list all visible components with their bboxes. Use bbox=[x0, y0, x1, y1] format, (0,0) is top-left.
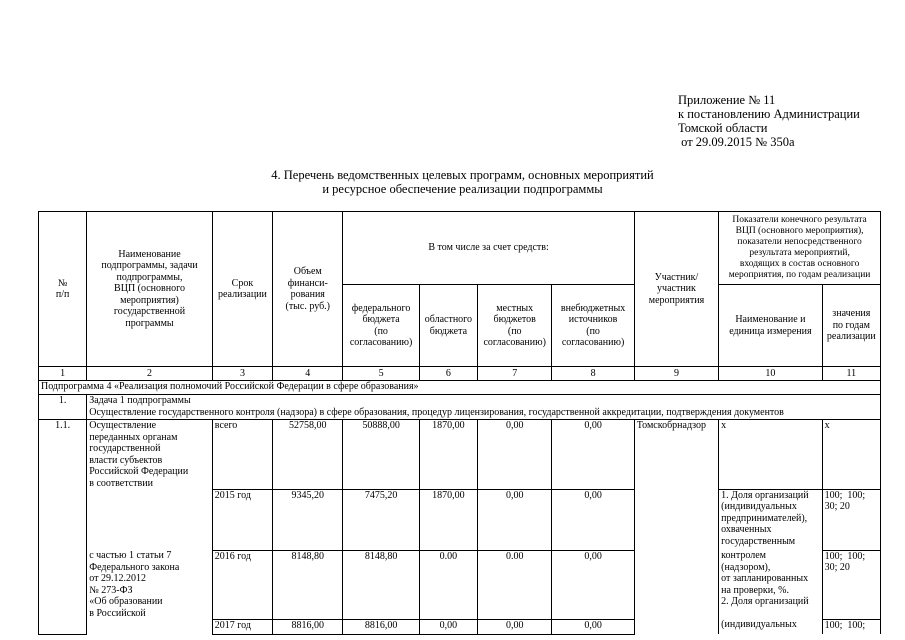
header-local: местных бюджетов (по согласованию) bbox=[478, 285, 552, 367]
task-row bbox=[39, 395, 881, 420]
header-regional: областного бюджета bbox=[419, 285, 477, 367]
colnum: 6 bbox=[419, 367, 477, 381]
indicator-text-continued: (индивидуальных bbox=[719, 619, 822, 634]
appendix-line-2: к постановлению Администрации bbox=[678, 107, 860, 121]
title-line-1: 4. Перечень ведомственных целевых программ, основных мероприятий bbox=[271, 168, 654, 182]
item-name-continued bbox=[87, 619, 213, 634]
federal-cell: 8148,80 bbox=[343, 550, 419, 619]
participant-continued bbox=[634, 550, 718, 619]
federal-cell: 8816,00 bbox=[343, 619, 419, 634]
colnum: 8 bbox=[552, 367, 634, 381]
item-name: Осуществление переданных органам государственной власти субъектов Российской Федерации в соответствии bbox=[87, 420, 213, 490]
header-extra: внебюджетных источников (по согласованию) bbox=[552, 285, 634, 367]
extra-cell: 0,00 bbox=[552, 619, 634, 634]
colnum: 9 bbox=[634, 367, 718, 381]
colnum: 4 bbox=[273, 367, 343, 381]
values-cell: 100; 100; bbox=[822, 619, 880, 634]
header-indicators: Показатели конечного результата ВЦП (основного мероприятия), показатели непосредственного результата мероприятий, входящих в состав основного мероприятия, по годам реализации bbox=[719, 212, 881, 285]
header-incl: В том числе за счет средств: bbox=[343, 212, 634, 285]
item-name-continued bbox=[87, 489, 213, 550]
item-row-total bbox=[39, 420, 881, 490]
header-no: № п/п bbox=[39, 212, 87, 367]
colnum: 11 bbox=[822, 367, 880, 381]
regional-cell: 0.00 bbox=[419, 550, 477, 619]
period-cell: 2017 год bbox=[212, 619, 272, 634]
regional-cell: 1870,00 bbox=[419, 489, 477, 550]
indicator-text-continued: контролем (надзором), от запланированных на проверки, %. 2. Доля организаций bbox=[719, 550, 822, 619]
colnum: 2 bbox=[87, 367, 213, 381]
volume-cell: 8148,80 bbox=[273, 550, 343, 619]
header-participant: Участник/ участник мероприятия bbox=[634, 212, 718, 367]
period-cell: 2015 год bbox=[212, 489, 272, 550]
colnum: 7 bbox=[478, 367, 552, 381]
colnum: 10 bbox=[719, 367, 822, 381]
programs-table bbox=[38, 211, 881, 635]
item-row-2017 bbox=[39, 619, 881, 634]
subprogram-title: Подпрограмма 4 «Реализация полномочий Российской Федерации в сфере образования» bbox=[39, 381, 881, 395]
item-row-2016 bbox=[39, 550, 881, 619]
regional-cell: 1870,00 bbox=[419, 420, 477, 490]
header-period: Срок реализации bbox=[212, 212, 272, 367]
value-x: x bbox=[822, 420, 880, 490]
appendix-line-3: Томской области bbox=[678, 121, 768, 135]
header-federal: федерального бюджета (по согласованию) bbox=[343, 285, 419, 367]
document-title bbox=[0, 168, 905, 196]
local-cell: 0,00 bbox=[478, 420, 552, 490]
participant-continued bbox=[634, 619, 718, 634]
item-row-2015 bbox=[39, 489, 881, 550]
local-cell: 0.00 bbox=[478, 550, 552, 619]
extra-cell: 0,00 bbox=[552, 550, 634, 619]
header-ind-name: Наименование и единица измерения bbox=[719, 285, 822, 367]
header-row-1 bbox=[39, 212, 881, 285]
indicator-text: 1. Доля организаций (индивидуальных предпринимателей), охваченных государственным bbox=[719, 489, 822, 550]
colnum: 3 bbox=[212, 367, 272, 381]
item-no: 1.1. bbox=[39, 420, 87, 635]
federal-cell: 7475,20 bbox=[343, 489, 419, 550]
volume-cell: 52758,00 bbox=[273, 420, 343, 490]
extra-cell: 0,00 bbox=[552, 420, 634, 490]
task-title: Задача 1 подпрограммы bbox=[89, 395, 191, 406]
volume-cell: 8816,00 bbox=[273, 619, 343, 634]
appendix-block bbox=[678, 93, 860, 149]
volume-cell: 9345,20 bbox=[273, 489, 343, 550]
regional-cell: 0,00 bbox=[419, 619, 477, 634]
participant-cell: Томскобрнадзор bbox=[634, 420, 718, 490]
task-no: 1. bbox=[39, 395, 87, 420]
task-description: Осуществление государственного контроля (надзора) в сфере образования, процедур лицензирования, государственной аккредитации, подтверждения документов bbox=[89, 406, 784, 418]
period-cell: 2016 год bbox=[212, 550, 272, 619]
appendix-line-1: Приложение № 11 bbox=[678, 93, 776, 107]
participant-continued bbox=[634, 489, 718, 550]
values-cell: 100; 100; 30; 20 bbox=[822, 550, 880, 619]
colnum: 5 bbox=[343, 367, 419, 381]
colnum: 1 bbox=[39, 367, 87, 381]
subprogram-row bbox=[39, 381, 881, 395]
values-cell: 100; 100; 30; 20 bbox=[822, 489, 880, 550]
extra-cell: 0,00 bbox=[552, 489, 634, 550]
local-cell: 0,00 bbox=[478, 619, 552, 634]
federal-cell: 50888,00 bbox=[343, 420, 419, 490]
task-cell bbox=[87, 395, 881, 420]
item-name-continued: с частью 1 статьи 7 Федерального закона от 29.12.2012 № 273-ФЗ «Об образовании в Российской bbox=[87, 550, 213, 619]
column-numbers-row bbox=[39, 367, 881, 381]
indicator-x: x bbox=[719, 420, 822, 490]
period-cell: всего bbox=[212, 420, 272, 490]
appendix-line-4: от 29.09.2015 № 350а bbox=[678, 135, 795, 149]
header-ind-values: значения по годам реализации bbox=[822, 285, 880, 367]
header-volume: Объем финанси- рования (тыс. руб.) bbox=[273, 212, 343, 367]
local-cell: 0,00 bbox=[478, 489, 552, 550]
title-line-2: и ресурсное обеспечение реализации подпрограммы bbox=[322, 182, 603, 196]
header-name: Наименование подпрограммы, задачи подпрограммы, ВЦП (основного мероприятия) государственной программы bbox=[87, 212, 213, 367]
